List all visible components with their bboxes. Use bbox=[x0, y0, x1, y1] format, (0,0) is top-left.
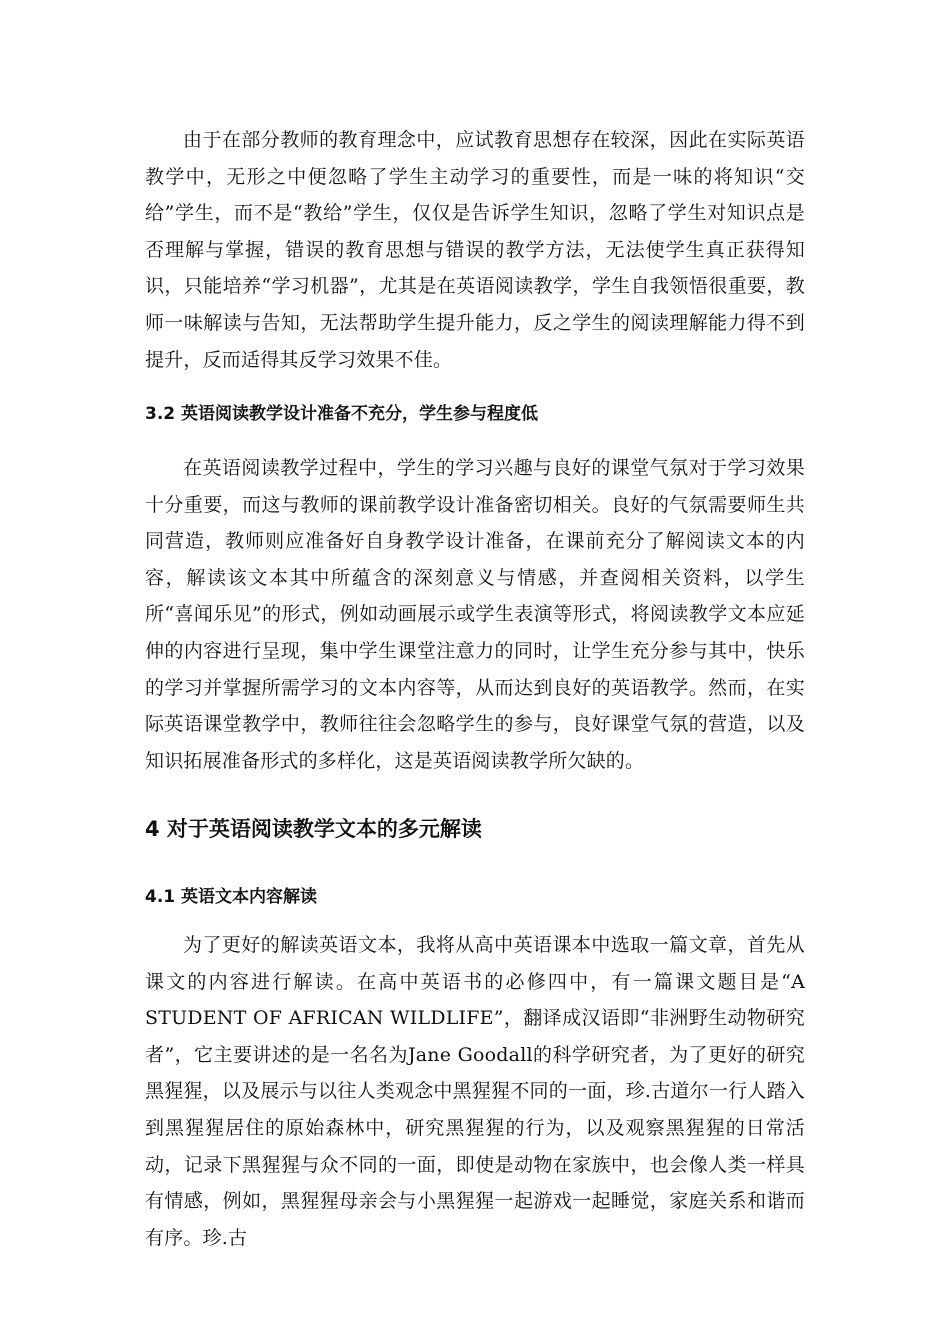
body-paragraph: 由于在部分教师的教育理念中，应试教育思想存在较深，因此在实际英语教学中，无形之中便忽略了学生主动学习的重要性，而是一味的将知识“交给”学生，而不是“教给”学生，仅仅是告诉学生知识，忽略了学生对知识点是否理解与掌握，错误的教育思想与错误的教学方法，无法使学生真正获得知识，只能培养“学习机器”，尤其是在英语阅读教学，学生自我领悟很重要，教师一味解读与告知，无法帮助学生提升能力，反之学生的阅读理解能力得不到提升，反而适得其反学习效果不佳。 bbox=[145, 129, 805, 371]
section-heading-3-2: 3.2 英语阅读教学设计准备不充分，学生参与程度低 bbox=[145, 404, 539, 424]
section-heading-4-1: 4.1 英语文本内容解读 bbox=[145, 887, 318, 907]
chapter-heading-4: 4 对于英语阅读教学文本的多元解读 bbox=[145, 817, 482, 841]
body-paragraph: 在英语阅读教学过程中，学生的学习兴趣与良好的课堂气氛对于学习效果十分重要，而这与教师的课前教学设计准备密切相关。良好的气氛需要师生共同营造，教师则应准备好自身教学设计准备，在课前充分了解阅读文本的内容，解读该文本其中所蕴含的深刻意义与情感，并查阅相关资料，以学生所“喜闻乐见”的形式，例如动画展示或学生表演等形式，将阅读教学文本应延伸的内容进行呈现，集中学生课堂注意力的同时，让学生充分参与其中，快乐的学习并掌握所需学习的文本内容等，从而达到良好的英语教学。然而，在实际英语课堂教学中，教师往往会忽略学生的参与，良好课堂气氛的营造，以及知识拓展准备形式的多样化，这是英语阅读教学所欠缺的。 bbox=[145, 457, 805, 772]
body-paragraph: 为了更好的解读英语文本，我将从高中英语课本中选取一篇文章，首先从课文的内容进行解读。在高中英语书的必修四中，有一篇课文题目是“A STUDENT OF AFRICAN WILDLIFE”，翻译成汉语即“非洲野生动物研究者”，它主要讲述的是一名名为Jane Goodall的科学研究者，为了更好的研究黑猩猩，以及展示与以往人类观念中黑猩猩不同的一面，珍.古道尔一行人踏入到黑猩猩居住的原始森林中，研究黑猩猩的行为，以及观察黑猩猩的日常活动，记录下黑猩猩与众不同的一面，即使是动物在家族中，也会像人类一样具有情感，例如，黑猩猩母亲会与小黑猩猩一起游戏一起睡觉，家庭关系和谐而有序。珍.古 bbox=[145, 934, 805, 1249]
